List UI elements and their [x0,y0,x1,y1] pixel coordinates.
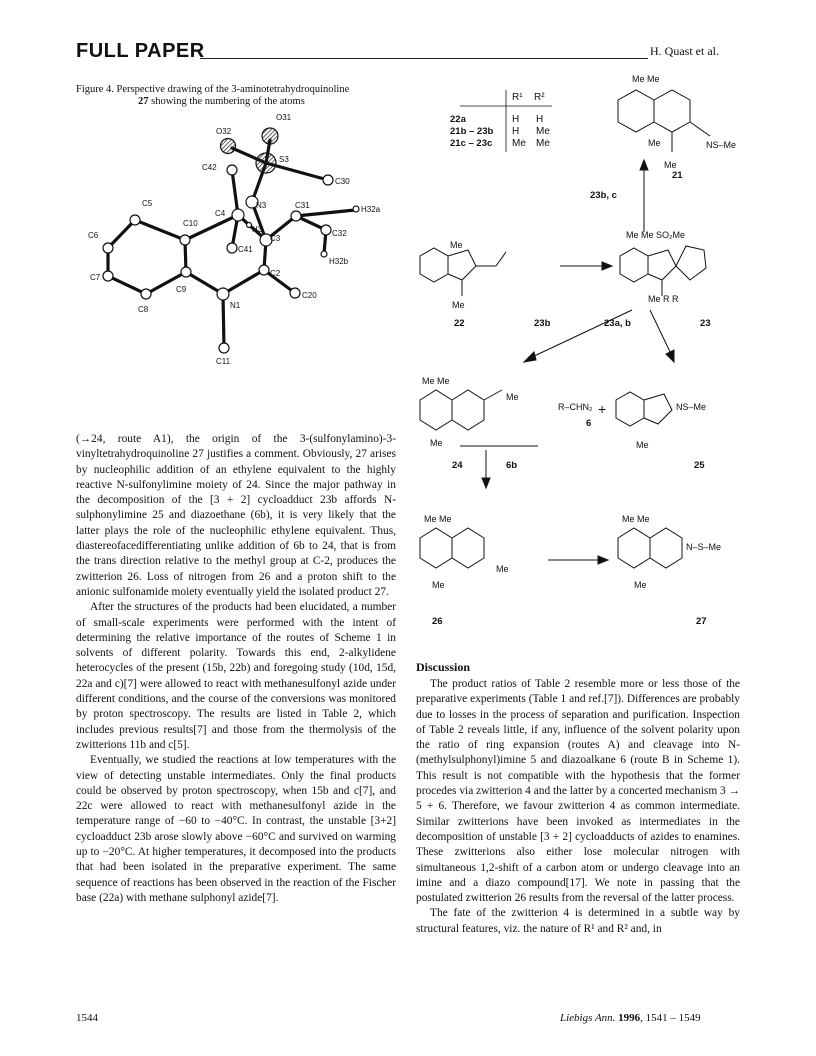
table-cmpd: 21c – 23c [450,138,493,149]
atom-label: C2 [270,269,281,278]
arrow-label: 23b [534,318,551,329]
svg-text:NS–Me: NS–Me [676,402,707,412]
paragraph: The product ratios of Table 2 resemble more or less those of the preparative experiments (Table 1 and ref.[7]). Differences are probably due to losses in the process of separation and purification. Inspection of Table 2 reveals little, if any, influence of the solvent polarity upon the ratio of ring expansion (routes A) and cleavage into N-(methylsulphonyl)imine 5 and diazoalkane 6 (route B in Scheme 1). This result is not compatible with the hypothesis that the former procedes via zwitterion 4 and the latter by a concerted mechanism 3 → 5 + 6. Therefore, we favour zwitterion 4 as common intermediate. Similar zwitterions have been invoked as intermediates in the decomposition of unstable [3 + 2] cycloadducts of azides to enamines. These zwitterions also either lose molecular nitrogen with simultaneous 1,2-shift of a carbon atom or undergo cleavage into an imine and a diazo compound[17]. We note in passing that the postulated zwitterion 26 results from the reversal of the latter process. [416,678,740,905]
table-col-r1: R¹ [512,92,523,103]
svg-text:NS–Me: NS–Me [706,140,737,150]
table-r1: H [512,126,520,137]
header-rule [200,58,648,59]
reaction-scheme [410,70,750,650]
svg-text:Me R R: Me R R [648,294,679,304]
arrow-label: 23b, c [590,190,617,201]
atom-label: H32a [361,205,381,214]
compound-label: 24 [452,460,463,471]
compound-label: 26 [432,616,443,627]
svg-text:Me Me: Me Me [622,514,650,524]
atom-label: C11 [216,357,231,366]
atom-label: C30 [335,177,350,186]
left-column [76,432,396,906]
ortep-figure [80,108,410,378]
table-cmpd: 21b – 23b [450,126,494,137]
atom-label: C7 [90,273,101,282]
svg-text:Me: Me [634,580,647,590]
svg-text:Me: Me [452,300,465,310]
atom-label: C32 [332,229,347,238]
caption-prefix: Figure 4. [76,84,114,95]
compound-label: 22 [454,318,465,329]
atom-label: C31 [295,201,310,210]
paragraph: The fate of the zwitterion 4 is determined in a subtle way by structural features, viz. the nature of R¹ and R² and, in [416,907,740,935]
arrow-label: 23a, b [604,318,631,329]
atom-label: C10 [183,219,198,228]
svg-text:R–CHN₂: R–CHN₂ [558,402,593,412]
atom-label: H32b [329,257,349,266]
atom-label: C4 [215,209,226,218]
svg-text:Me Me SO₂Me: Me Me SO₂Me [626,230,686,240]
caption-compound: 27 [138,96,149,107]
table-cmpd: 22a [450,114,466,125]
atom-label: N3 [256,201,267,210]
atom-label: C9 [176,285,187,294]
atom-label: C6 [88,231,99,240]
table-col-r2: R² [534,92,545,103]
svg-text:+: + [598,401,607,417]
svg-text:Me: Me [648,138,661,148]
atom-label: N1 [230,301,241,310]
svg-text:Me: Me [450,240,463,250]
header-authors: H. Quast et al. [650,44,719,58]
svg-text:Me: Me [664,160,677,170]
svg-text:Me: Me [636,440,649,450]
compound-label: 23 [700,318,711,329]
compound-label: 21 [672,170,683,181]
compound-label: 6 [586,418,592,429]
compound-label: 27 [696,616,707,627]
journal-year: 1996 [618,1012,641,1024]
section-heading: Discussion [416,660,471,674]
figure-caption [76,84,394,108]
header-title: FULL PAPER [76,40,205,62]
atom-label: O31 [276,113,292,122]
svg-text:Me Me: Me Me [422,376,450,386]
atom-label: C8 [138,305,149,314]
svg-text:Me Me: Me Me [632,74,660,84]
atom-label: S3 [279,155,289,164]
atom-label: O32 [216,127,232,136]
table-r2: H [536,114,544,125]
table-r2: Me [536,126,550,137]
svg-text:Me: Me [430,438,443,448]
paragraph: Eventually, we studied the reactions at low temperatures with the view of detecting unstable intermediates. Only the final products could be observed by proton spectroscopy, when 15b and c[7], and 22c were allowed to react with methanesulfonyl azide in the temperature range of −60 to −40°C. In contrast, the unstable [3+2] cycloadduct 23b arose slowly above −60°C and survived on warming up to −20°C. At higher temperatures, it decomposed into the products that had been isolated in the preparative experiment. The same sequence of reactions has been observed in the reaction of the Fischer base (22a) with methane sulphonyl azide[7]. [76,754,396,904]
page-number: 1544 [76,1012,98,1024]
svg-text:Me: Me [432,580,445,590]
svg-text:Me: Me [496,564,509,574]
table-r1: H [512,114,520,125]
arrow-label: 6b [506,460,518,471]
journal-pages: , 1541 – 1549 [640,1012,701,1024]
atom-label: C41 [238,245,253,254]
paragraph: After the structures of the products had been elucidated, a number of small-scale experiments were performed with the intent of determining the relative importance of the routes of Scheme 1 in solvents of different polarity. Towards this end, 2-alkylidene heterocycles of the present (15b, 22b) and foregoing study (10d, 15d, 22a and c)[7] were allowed to react with methanesulfonyl azide under different conditions, and the course of the conversions was monitored by proton spectroscopy. The results are listed in Table 2, which includes previous results[7] and those from the thermolysis of the zwitterions 11b and c[5]. [76,601,396,751]
atom-label: C20 [302,291,317,300]
caption-end: showing the numbering of the atoms [151,96,305,107]
atom-label: H3 [252,225,263,234]
svg-text:Me Me: Me Me [424,514,452,524]
caption-text: Perspective drawing of the 3-aminotetrahydroquinoline [116,84,350,95]
right-column [416,677,740,937]
svg-text:Me: Me [506,392,519,402]
atom-label: C42 [202,163,217,172]
svg-text:N–S–Me: N–S–Me [686,542,722,552]
paragraph: (→24, route A1), the origin of the 3-(sulfonylamino)-3-vinyltetrahydroquinoline 27 justifies a comment. Obviously, 27 arises by nucleophilic addition of an ethylene equivalent to the highly reactive N-sulfonylimine moiety of 24. Since the major pathway in the decomposition of the [3 + 2] cycloadduct 23b affords N-sulphonylimine 25 and diazoethane (6b), it is very likely that the latter plays the role of the nucleophilic ethylene equivalent. Thus, diastereofacedifferentiating unlike addition of 6b to 24, that is from the trans direction relative to the methyl group at C-2, produces the zwitterion 26. Loss of nitrogen from 26 and a proton shift to the anionic sulfonamide moiety eventually yield the isolated product 27. [76,433,396,598]
journal-name: Liebigs Ann. [560,1012,616,1024]
compound-label: 25 [694,460,705,471]
atom-label: C3 [270,234,281,243]
table-r1: Me [512,138,526,149]
atom-label: C5 [142,199,153,208]
journal-citation [560,1012,701,1024]
table-r2: Me [536,138,550,149]
